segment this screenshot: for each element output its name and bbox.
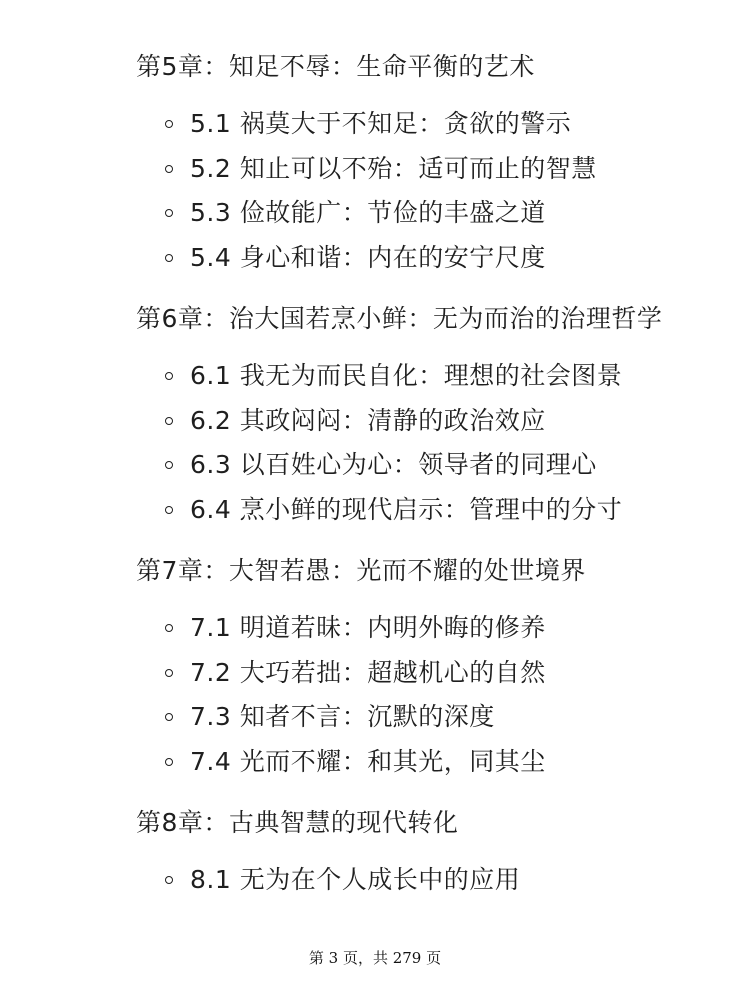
- hollow-bullet-icon: [165, 669, 173, 677]
- hollow-bullet-icon: [165, 165, 173, 173]
- chapter-title: 第6章：治大国若烹小鲜：无为而治的治理哲学: [136, 304, 663, 333]
- hollow-bullet-icon: [165, 624, 173, 632]
- section-item: [190, 606, 680, 651]
- section-item: [190, 191, 680, 236]
- section-title: 5.1 祸莫大于不知足：贪欲的警示: [190, 109, 572, 138]
- section-title: 5.4 身心和谐：内在的安宁尺度: [190, 242, 546, 272]
- hollow-bullet-icon: [165, 120, 173, 128]
- hollow-bullet-icon: [165, 713, 173, 721]
- chapter-item: [0, 48, 750, 280]
- section-title: 6.1 我无为而民自化：理想的社会图景: [190, 361, 623, 390]
- chapter-item: [0, 300, 750, 532]
- section-item: [190, 488, 680, 533]
- section-title: 7.2 大巧若拙：超越机心的自然: [190, 657, 546, 687]
- table-of-contents: [0, 48, 750, 923]
- section-title: 6.2 其政闷闷：清静的政治效应: [190, 405, 546, 435]
- section-title: 6.4 烹小鲜的现代启示：管理中的分寸: [190, 494, 623, 524]
- section-title: 7.1 明道若昧：内明外晦的修养: [190, 613, 546, 642]
- hollow-bullet-icon: [165, 372, 173, 380]
- chapter-title: 第7章：大智若愚：光而不耀的处世境界: [136, 556, 586, 585]
- page-footer: [0, 947, 750, 968]
- section-list: [136, 102, 680, 280]
- section-item: [190, 354, 680, 399]
- section-item: [190, 102, 680, 147]
- section-item: [190, 740, 680, 785]
- chapter-title: 第8章：古典智慧的现代转化: [136, 808, 459, 837]
- section-title: 8.1 无为在个人成长中的应用: [190, 865, 521, 894]
- chapter-item: [0, 552, 750, 784]
- section-title: 7.4 光而不耀：和其光，同其尘: [190, 746, 546, 776]
- chapter-item: [0, 804, 750, 903]
- section-item: [190, 443, 680, 488]
- hollow-bullet-icon: [165, 758, 173, 766]
- section-title: 5.2 知止可以不殆：适可而止的智慧: [190, 153, 597, 183]
- hollow-bullet-icon: [165, 461, 173, 469]
- section-item: [190, 651, 680, 696]
- hollow-bullet-icon: [165, 209, 173, 217]
- hollow-bullet-icon: [165, 254, 173, 262]
- chapter-title: 第5章：知足不辱：生命平衡的艺术: [136, 52, 535, 81]
- section-item: [190, 236, 680, 281]
- hollow-bullet-icon: [165, 876, 173, 884]
- section-list: [136, 606, 680, 784]
- hollow-bullet-icon: [165, 506, 173, 514]
- section-list: [136, 354, 680, 532]
- section-item: [190, 399, 680, 444]
- section-title: 7.3 知者不言：沉默的深度: [190, 702, 495, 731]
- section-title: 6.3 以百姓心为心：领导者的同理心: [190, 450, 597, 479]
- hollow-bullet-icon: [165, 417, 173, 425]
- section-item: [190, 147, 680, 192]
- section-list: [136, 858, 680, 903]
- section-item: [190, 695, 680, 740]
- page-number-label: 第 3 页，共 279 页: [308, 949, 442, 967]
- section-title: 5.3 俭故能广：节俭的丰盛之道: [190, 198, 546, 227]
- section-item: [190, 858, 680, 903]
